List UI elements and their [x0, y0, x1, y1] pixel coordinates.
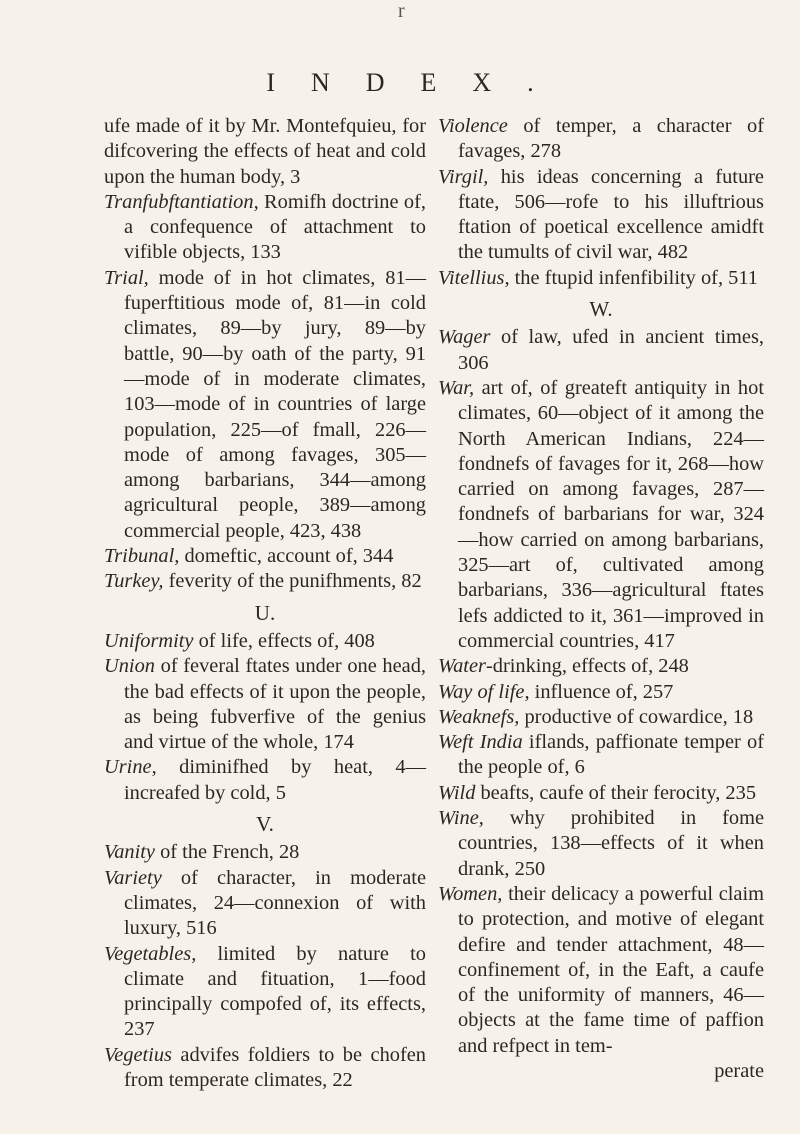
- entry-text: of life, effects of, 408: [193, 629, 375, 652]
- index-entry: [104, 866, 426, 942]
- entry-text: of law, ufed in ancient times, 306: [458, 326, 764, 374]
- index-entry: [104, 654, 426, 755]
- entry-text: of temper, a character of favages, 278: [458, 115, 764, 163]
- entry-term: Vitellius,: [438, 266, 510, 289]
- entry-text: of feveral ftates under one head, the bad effects of it upon the people, as being fubverfive of the genius and virtue of the whole, 174: [124, 655, 426, 754]
- index-entry: [104, 942, 426, 1043]
- entry-text: iflands, paffionate temper of the people of, 6: [458, 731, 764, 779]
- entry-term: Wager: [438, 326, 491, 349]
- index-entry: [438, 325, 764, 376]
- left-column: [104, 114, 426, 1093]
- catchword: perate: [714, 1059, 764, 1082]
- index-entry: [438, 882, 764, 1059]
- index-entry: [104, 266, 426, 544]
- entry-text: ufe made of it by Mr. Montefquieu, for difcovering the effects of heat and cold upon the human body, 3: [104, 115, 426, 188]
- index-entry: [438, 165, 764, 266]
- index-entry: [104, 569, 426, 594]
- index-entry: [104, 1043, 426, 1094]
- entry-text: the ftupid infenfibility of, 511: [509, 266, 758, 289]
- section-letter-u: U.: [254, 600, 276, 625]
- entry-term: Trial,: [104, 266, 149, 289]
- entry-text: his ideas concerning a future ftate, 506—rofe to his illuftrious ftation of poetical excellence amidft the tumults of civil war, 482: [458, 165, 764, 264]
- entry-text: productive of cowardice, 18: [519, 705, 754, 728]
- entry-term: Weaknefs,: [438, 705, 520, 728]
- entry-text: beafts, caufe of their ferocity, 235: [475, 781, 757, 804]
- entry-term: Violence: [438, 115, 508, 137]
- index-entry: [104, 114, 426, 190]
- index-entry: [438, 654, 764, 679]
- entry-term: Weft India: [438, 731, 523, 754]
- entry-term: Uniformity: [104, 629, 194, 652]
- section-letter-v: V.: [256, 812, 274, 837]
- page-top-mark: r: [398, 0, 405, 22]
- entry-term: Way of life,: [438, 680, 530, 703]
- entry-term: Variety: [104, 866, 162, 889]
- entry-text: feverity of the punifhments, 82: [163, 570, 422, 593]
- entry-term: Virgil,: [438, 165, 489, 188]
- index-entry: [104, 544, 426, 569]
- index-entry: [104, 190, 426, 266]
- entry-term: Tranfubftantiation,: [104, 190, 259, 213]
- entry-text: diminifhed by heat, 4—increafed by cold, 5: [124, 756, 426, 804]
- entry-text: why prohibited in fome countries, 138—effects of it when drank, 250: [458, 807, 764, 880]
- entry-text: mode of in hot climates, 81—fuperftitious mode of, 81—in cold climates, 89—by jury, 89—by battle, 90—by oath of the party, 91—mode of in moderate climates, 103—mode of in countries of large population, 225—of fmall, 226—mode of among favages, 305—among barbarians, 344—among agricultural people, 389—among commercial people, 423, 438: [124, 266, 426, 542]
- index-entry: [104, 629, 426, 654]
- entry-text: limited by nature to climate and fituation, 1—food principally compofed of, its effects, 237: [124, 942, 426, 1041]
- entry-term: Urine,: [104, 756, 157, 779]
- entry-text: art of, of greateft antiquity in hot climates, 60—object of it among the North American Indians, 224—fondnefs of favages for it, 268—how carried on among favages, 287—fondnefs of barbarians for war, 324—how carried on among barbarians, 325—art of, cultivated among barbarians, 336—agricultural ftates lefs addicted to it, 361—improved in commercial countries, 417: [458, 376, 764, 652]
- entry-term: War,: [438, 376, 475, 399]
- entry-term: Vegetius: [104, 1043, 172, 1066]
- entry-term: Women,: [438, 882, 503, 905]
- entry-text: -drinking, effects of, 248: [485, 655, 689, 678]
- entry-term: Water: [438, 655, 486, 678]
- index-entry: [438, 266, 764, 291]
- section-letter-w: W.: [589, 297, 613, 322]
- entry-term: Tribunal,: [104, 545, 180, 568]
- index-entry: [438, 376, 764, 654]
- entry-text: of character, in moderate climates, 24—connexion of with luxury, 516: [124, 866, 426, 940]
- index-entry: [438, 730, 764, 781]
- index-entry: [104, 755, 426, 806]
- index-entry: [438, 114, 764, 165]
- entry-text: domeftic, account of, 344: [179, 545, 394, 568]
- entry-term: Wine,: [438, 807, 484, 830]
- index-entry: [438, 680, 764, 705]
- right-column: [438, 114, 764, 1084]
- entry-text: Romifh doctrine of, a confequence of attachment to vifible objects, 133: [124, 190, 426, 264]
- entry-term: Vegetables,: [104, 942, 197, 965]
- entry-term: Vanity: [104, 841, 155, 864]
- index-entry: [438, 806, 764, 882]
- index-entry: [438, 705, 764, 730]
- entry-term: Turkey,: [104, 570, 164, 593]
- page-header: INDEX.: [266, 68, 570, 97]
- entry-term: Wild: [438, 781, 476, 804]
- index-entry: [104, 840, 426, 865]
- index-entry: [438, 781, 764, 806]
- entry-text: of the French, 28: [154, 841, 300, 864]
- entry-term: Union: [104, 655, 155, 678]
- entry-text: their delicacy a powerful claim to protection, and motive of elegant defire and tender attachment, 48—confinement of, in the Eaft, a caufe of the uniformity of manners, 46—objects at the fame time of paffion and refpect in tem-: [458, 882, 764, 1057]
- entry-text: influence of, 257: [529, 680, 674, 703]
- entry-text: advifes foldiers to be chofen from temperate climates, 22: [124, 1043, 426, 1091]
